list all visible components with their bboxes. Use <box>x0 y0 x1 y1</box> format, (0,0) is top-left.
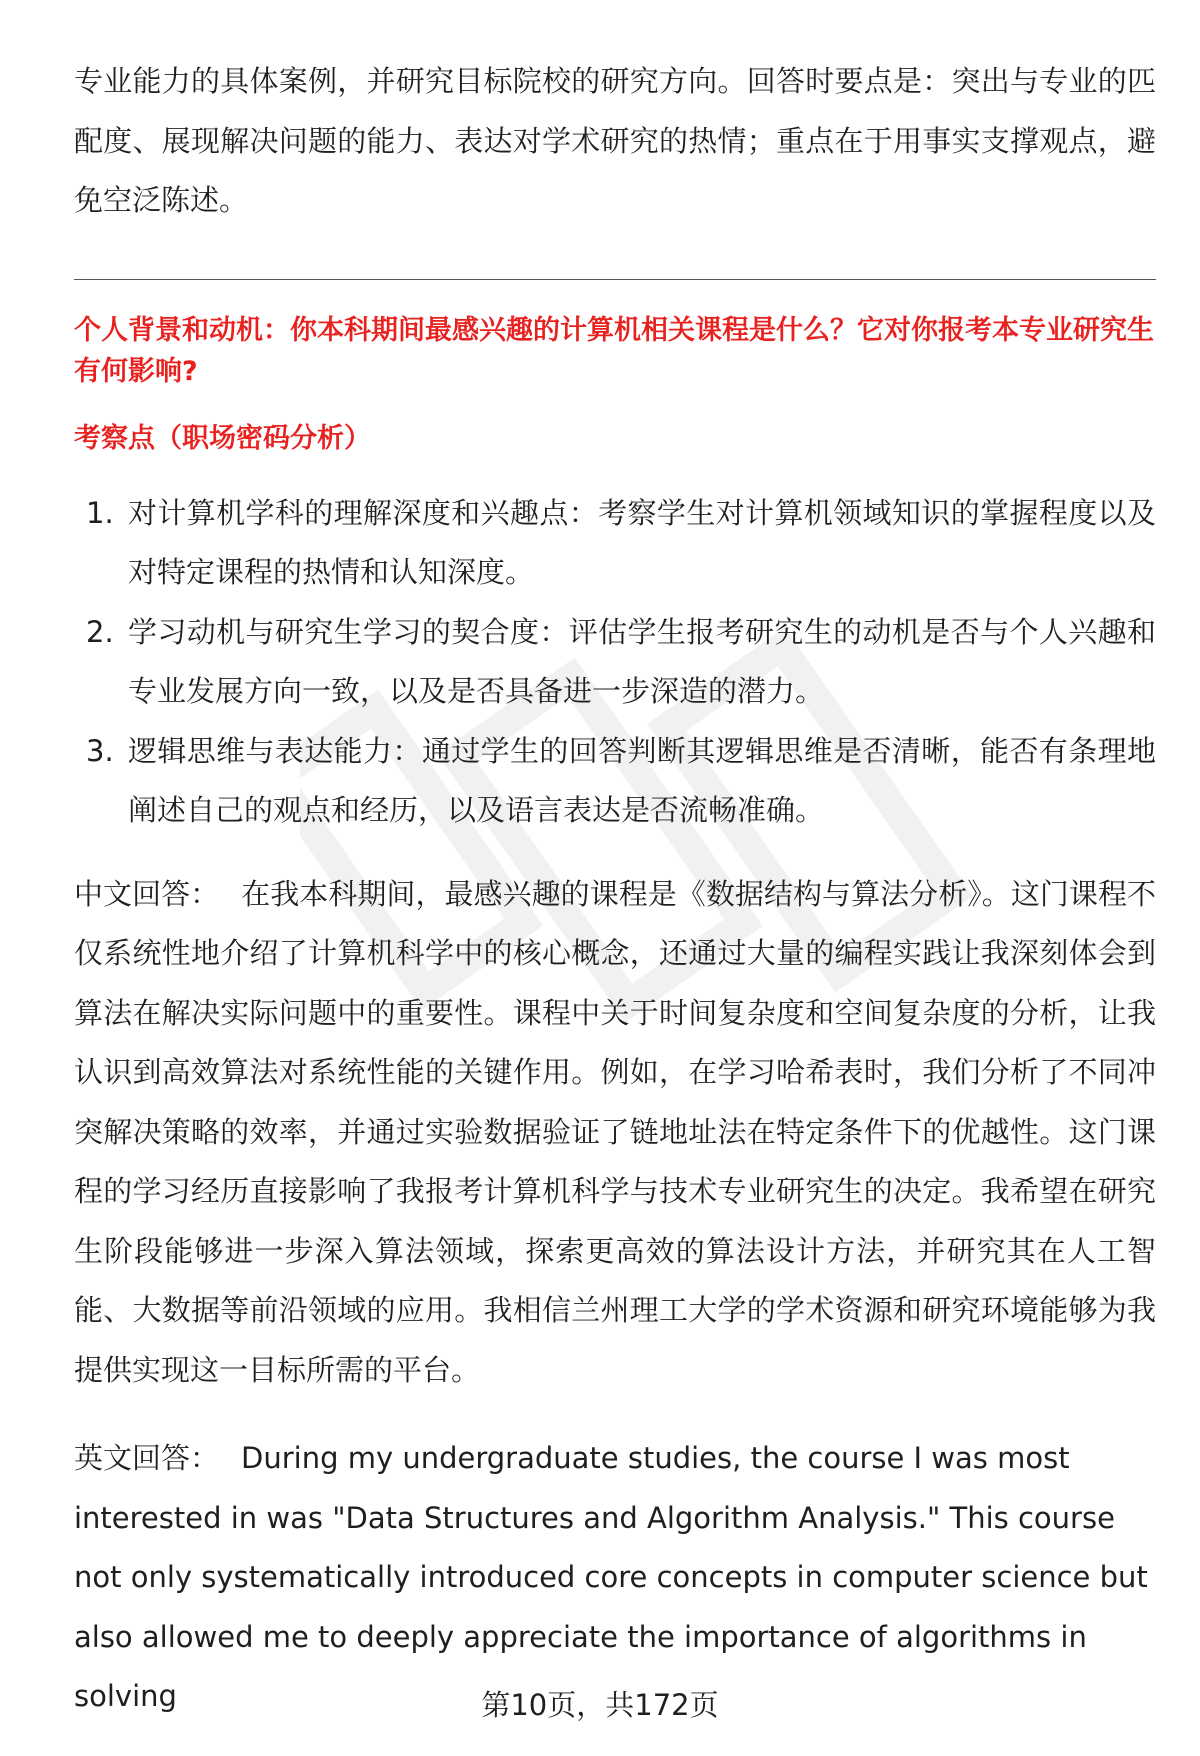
section-divider <box>74 279 1156 280</box>
assessment-points-list <box>74 484 1156 841</box>
question-heading: 个人背景和动机：你本科期间最感兴趣的计算机相关课程是什么？它对你报考本专业研究生有何影响? <box>74 314 1154 387</box>
assessment-subheading: 考察点（职场密码分析） <box>74 422 371 454</box>
list-number: 2. <box>86 614 114 649</box>
list-number: 3. <box>86 733 114 768</box>
list-item-text: 逻辑思维与表达能力：通过学生的回答判断其逻辑思维是否清晰，能否有条理地阐述自己的观点和经历，以及语言表达是否流畅准确。 <box>128 733 1156 827</box>
english-answer <box>74 1429 1156 1727</box>
list-item <box>74 603 1156 722</box>
list-item <box>74 484 1156 603</box>
list-item-text: 对计算机学科的理解深度和兴趣点：考察学生对计算机领域知识的掌握程度以及对特定课程的热情和认知深度。 <box>128 495 1156 589</box>
page-number-footer: 第10页，共172页 <box>481 1688 719 1722</box>
chinese-answer-label: 中文回答： <box>74 876 220 911</box>
intro-paragraph: 专业能力的具体案例，并研究目标院校的研究方向。回答时要点是：突出与专业的匹配度、展现解决问题的能力、表达对学术研究的热情；重点在于用事实支撑观点，避免空泛陈述。 <box>74 64 1156 217</box>
english-answer-label: 英文回答： <box>74 1441 220 1475</box>
list-item <box>74 722 1156 841</box>
chinese-answer-text: 在我本科期间，最感兴趣的课程是《数据结构与算法分析》。这门课程不仅系统性地介绍了计算机科学中的核心概念，还通过大量的编程实践让我深刻体会到算法在解决实际问题中的重要性。课程中关于时间复杂度和空间复杂度的分析，让我认识到高效算法对系统性能的关键作用。例如，在学习哈希表时，我们分析了不同冲突解决策略的效率，并通过实验数据验证了链地址法在特定条件下的优越性。这门课程的学习经历直接影响了我报考计算机科学与技术专业研究生的决定。我希望在研究生阶段能够进一步深入算法领域，探索更高效的算法设计方法，并研究其在人工智能、大数据等前沿领域的应用。我相信兰州理工大学的学术资源和研究环境能够为我提供实现这一目标所需的平台。 <box>74 876 1156 1387</box>
list-item-text: 学习动机与研究生学习的契合度：评估学生报考研究生的动机是否与个人兴趣和专业发展方向一致，以及是否具备进一步深造的潜力。 <box>128 614 1156 708</box>
list-number: 1. <box>86 495 114 530</box>
chinese-answer <box>74 865 1156 1401</box>
main-content <box>74 52 1156 1756</box>
english-answer-text: During my undergraduate studies, the course I was most interested in was "Data Structures and Algorithm Analysis." This course not only systematically introduced core concepts in computer science but also allowed me to deeply appreciate the importance of algorithms in solving <box>74 1441 1148 1713</box>
